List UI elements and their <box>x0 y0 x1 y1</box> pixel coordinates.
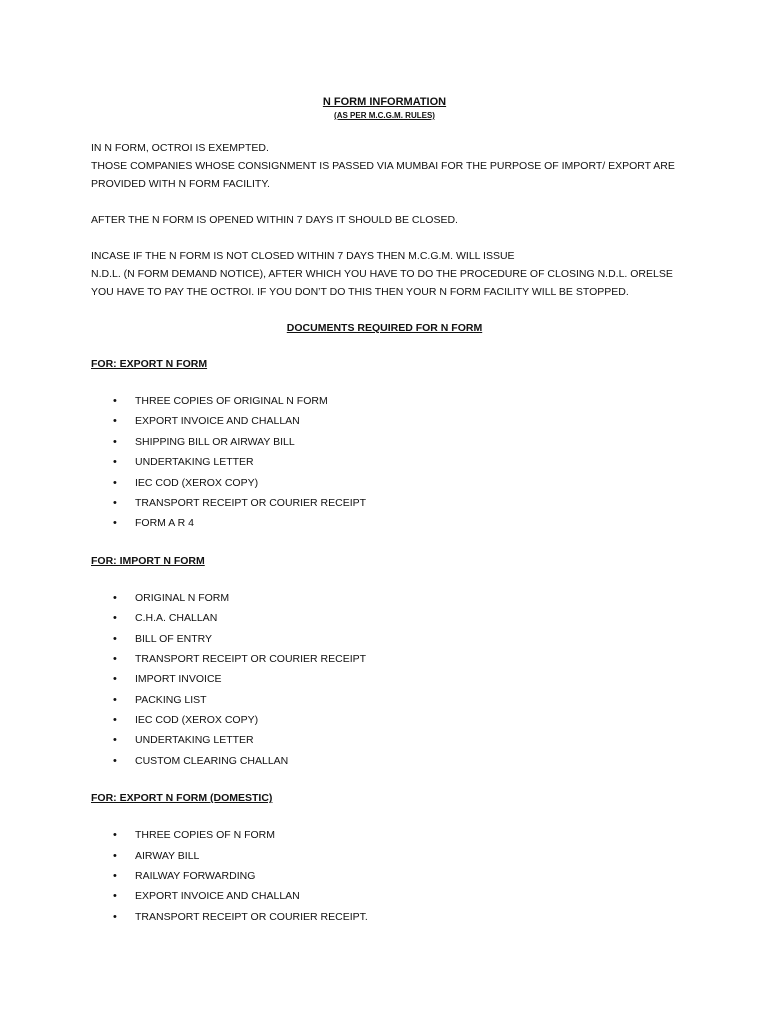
bullet-icon: • <box>113 591 117 604</box>
list-item-text: RAILWAY FORWARDING <box>135 870 256 883</box>
list-item <box>91 669 678 689</box>
list-item-text: IEC COD (XEROX COPY) <box>135 476 259 489</box>
bullet-icon: • <box>113 673 117 686</box>
list-item-text: SHIPPING BILL OR AIRWAY BILL <box>135 435 295 448</box>
paragraph-line: AFTER THE N FORM IS OPENED WITHIN 7 DAYS IT SHOULD BE CLOSED. <box>91 214 458 226</box>
bullet-icon: • <box>113 754 117 767</box>
list-item-text: TRANSPORT RECEIPT OR COURIER RECEIPT. <box>135 910 368 923</box>
bullet-icon: • <box>113 415 117 428</box>
bullet-icon: • <box>113 652 117 665</box>
paragraph-line: IN N FORM, OCTROI IS EXEMPTED. <box>91 142 269 154</box>
list-item <box>91 825 678 845</box>
bullet-list <box>91 391 678 534</box>
list-item <box>91 391 678 411</box>
list-item-text: IMPORT INVOICE <box>135 673 222 686</box>
bullet-icon: • <box>113 890 117 903</box>
list-item <box>91 649 678 669</box>
bullet-icon: • <box>113 395 117 407</box>
bullet-icon: • <box>113 829 117 842</box>
bullet-list <box>91 825 678 927</box>
list-item <box>91 493 678 513</box>
section-heading: FOR: EXPORT N FORM (DOMESTIC) <box>91 792 273 805</box>
bullet-icon: • <box>113 734 117 747</box>
section-heading: FOR: EXPORT N FORM <box>91 358 208 370</box>
list-item-text: AIRWAY BILL <box>135 849 200 862</box>
section-heading: FOR: IMPORT N FORM <box>91 554 205 567</box>
list-item-text: ORIGINAL N FORM <box>135 591 230 604</box>
list-item <box>91 411 678 431</box>
list-item <box>91 710 678 730</box>
list-item <box>91 608 678 628</box>
paragraph-line: PROVIDED WITH N FORM FACILITY. <box>91 178 270 190</box>
list-item <box>91 513 678 533</box>
paragraph-line: THOSE COMPANIES WHOSE CONSIGNMENT IS PASSED VIA MUMBAI FOR THE PURPOSE OF IMPORT/ EXPORT ARE <box>91 160 675 172</box>
bullet-icon: • <box>113 870 117 883</box>
list-item <box>91 730 678 750</box>
bullet-icon: • <box>113 435 117 448</box>
list-item <box>91 432 678 452</box>
bullet-icon: • <box>113 693 117 706</box>
documents-heading: DOCUMENTS REQUIRED FOR N FORM <box>286 322 483 334</box>
bullet-list <box>91 588 678 772</box>
list-item <box>91 452 678 472</box>
list-item <box>91 907 678 927</box>
list-item-text: THREE COPIES OF N FORM <box>135 829 276 842</box>
paragraph-line: YOU HAVE TO PAY THE OCTROI. IF YOU DON’T DO THIS THEN YOUR N FORM FACILITY WILL BE STOPPED. <box>91 286 629 298</box>
list-item <box>91 866 678 886</box>
list-item-text: PACKING LIST <box>135 693 207 706</box>
list-item-text: C.H.A. CHALLAN <box>135 612 218 625</box>
list-item-text: UNDERTAKING LETTER <box>135 734 254 747</box>
list-item <box>91 690 678 710</box>
bullet-icon: • <box>113 456 117 469</box>
list-item-text: FORM A R 4 <box>135 517 194 530</box>
list-item <box>91 629 678 649</box>
list-item-text: TRANSPORT RECEIPT OR COURIER RECEIPT <box>135 652 367 665</box>
list-item-text: IEC COD (XEROX COPY) <box>135 714 259 727</box>
bullet-icon: • <box>113 496 117 509</box>
list-item <box>91 473 678 493</box>
paragraph-line: INCASE IF THE N FORM IS NOT CLOSED WITHIN 7 DAYS THEN M.C.G.M. WILL ISSUE <box>91 250 515 262</box>
bullet-icon: • <box>113 612 117 625</box>
bullet-icon: • <box>113 910 117 923</box>
list-item-text: TRANSPORT RECEIPT OR COURIER RECEIPT <box>135 496 367 509</box>
list-item <box>91 751 678 771</box>
paragraph-line: N.D.L. (N FORM DEMAND NOTICE), AFTER WHICH YOU HAVE TO DO THE PROCEDURE OF CLOSING N.D.L. ORELSE <box>91 268 673 280</box>
bullet-icon: • <box>113 849 117 862</box>
list-item-text: UNDERTAKING LETTER <box>135 456 254 469</box>
list-item-text: THREE COPIES OF ORIGINAL N FORM <box>135 395 328 407</box>
bullet-icon: • <box>113 476 117 489</box>
bullet-icon: • <box>113 517 117 530</box>
document-title: N FORM INFORMATION <box>322 96 447 108</box>
bullet-icon: • <box>113 714 117 727</box>
list-item-text: EXPORT INVOICE AND CHALLAN <box>135 415 300 428</box>
list-item-text: BILL OF ENTRY <box>135 632 213 645</box>
list-item <box>91 886 678 906</box>
list-item-text: CUSTOM CLEARING CHALLAN <box>135 754 289 767</box>
document-subtitle: (AS PER M.C.G.M. RULES) <box>334 111 435 120</box>
list-item-text: EXPORT INVOICE AND CHALLAN <box>135 890 300 903</box>
bullet-icon: • <box>113 632 117 645</box>
list-item <box>91 588 678 608</box>
list-item <box>91 846 678 866</box>
